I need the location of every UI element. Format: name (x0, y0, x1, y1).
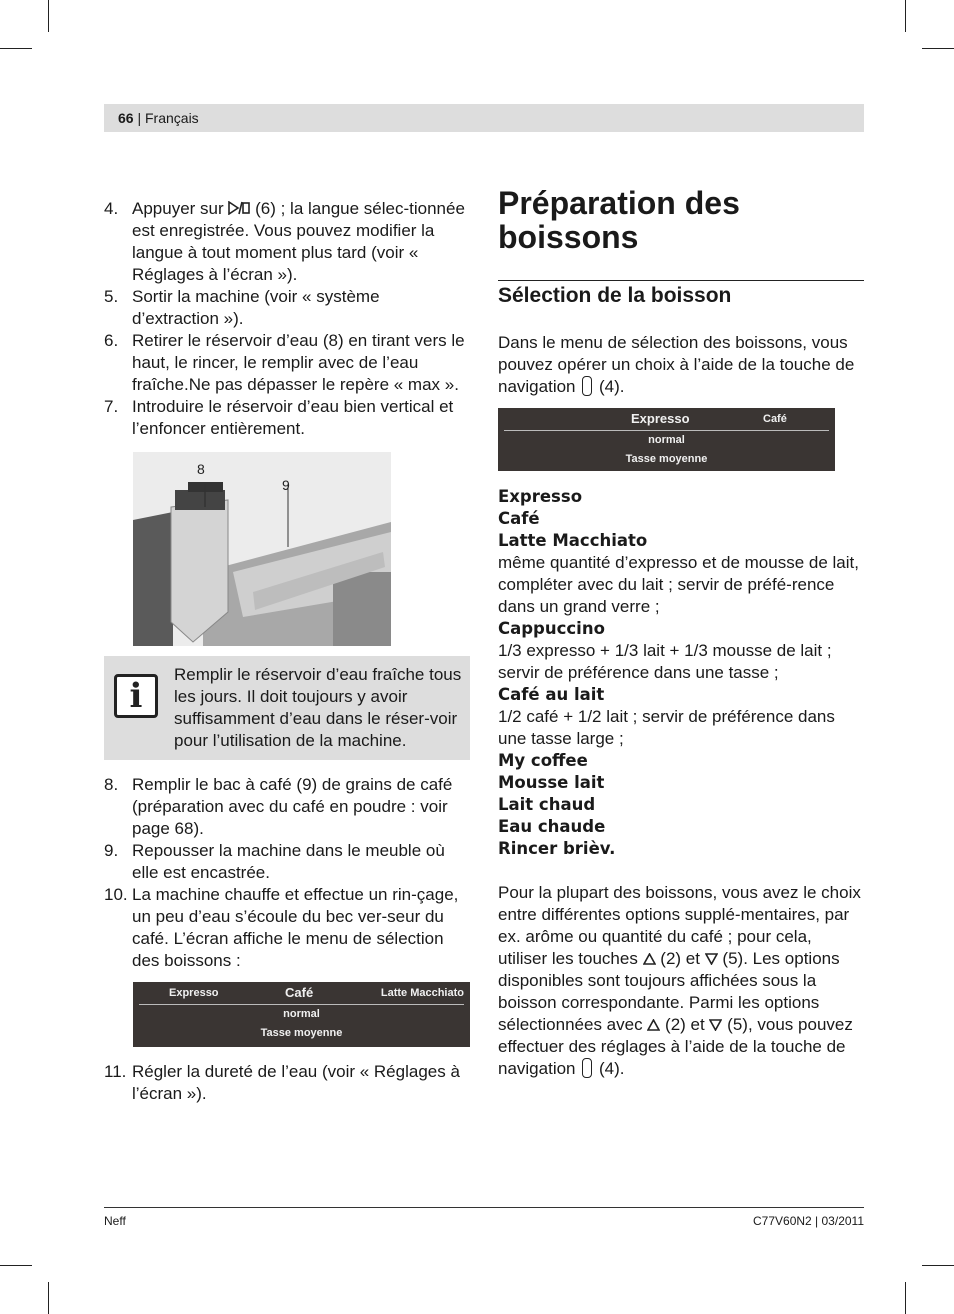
page-number: 66 (118, 110, 134, 126)
figure-label-9: 9 (282, 477, 290, 493)
step-item (104, 286, 470, 330)
screen-left-item: Expresso (169, 987, 219, 999)
info-icon: i (114, 674, 158, 718)
drink-cafe: Café (498, 509, 540, 528)
para-text: Pour la plupart des boissons, vous avez le choix entre différentes options supplé-mentaires, par ex. arôme ou quantité du café ; pour cela, utiliser les touches (498, 883, 861, 968)
intro-paragraph (498, 332, 864, 398)
step-text-post: (6) ; la langue sélec-tionnée est enregistrée. Vous pouvez modifier la langue à tout moment plus tard (voir « Réglages à l’écran »). (132, 199, 465, 284)
triangle-up-icon (643, 949, 656, 968)
crop-mark (922, 1265, 954, 1266)
triangle-up-icon (647, 1015, 660, 1034)
step-text-pre: Appuyer sur (132, 199, 229, 218)
drink-my-coffee: My coffee (498, 751, 588, 770)
options-paragraph (498, 882, 864, 1080)
drink-description: 1/2 café + 1/2 lait ; servir de préférence dans une tasse large ; (498, 707, 835, 748)
triangle-down-icon (709, 1015, 722, 1034)
display-screen (498, 408, 835, 471)
screen-top-row (139, 982, 464, 1005)
crop-mark (48, 1282, 49, 1314)
step-text: Sortir la machine (voir « système d’extraction »). (132, 287, 380, 328)
screen-option-line: normal (648, 434, 685, 446)
step-item (104, 840, 470, 884)
info-box (104, 656, 470, 760)
page-header (104, 104, 864, 132)
screen-option-line: normal (283, 1008, 320, 1020)
crop-mark (905, 0, 906, 32)
steps-list (104, 198, 470, 440)
step-number: 6. (104, 331, 119, 350)
intro-text-end: (4). (594, 377, 625, 396)
step-item (104, 396, 470, 440)
drink-cappuccino: Cappuccino (498, 619, 605, 638)
step-number: 9. (104, 841, 119, 860)
display-screen (133, 982, 470, 1047)
section-title: Préparation des boissons (498, 185, 740, 255)
step-item (104, 884, 470, 972)
step-number: 10. (104, 885, 128, 904)
right-column (498, 186, 864, 1080)
para-text: (5), vous pouvez effectuer des réglages à l’aide de la touche de navigation (498, 1015, 853, 1078)
crop-mark (0, 1265, 32, 1266)
step-number: 8. (104, 775, 119, 794)
footer-rule (104, 1207, 864, 1208)
header-language: Français (145, 110, 199, 126)
footer-brand: Neff (104, 1214, 126, 1228)
triangle-down-icon (705, 949, 718, 968)
section-subtitle: Sélection de la boisson (498, 284, 732, 307)
left-column (104, 198, 470, 1105)
step-text: Introduire le réservoir d’eau bien vertical et l’enfoncer entièrement. (132, 397, 454, 438)
drink-description: même quantité d’expresso et de mousse de lait, compléter avec du lait ; servir de préfé-rence dans un grand verre ; (498, 553, 859, 616)
drink-description: 1/3 expresso + 1/3 lait + 1/3 mousse de lait ; servir de préférence dans une tasse ; (498, 641, 832, 682)
para-text: (4). (594, 1059, 625, 1078)
steps-list (104, 774, 470, 972)
step-text: Régler la dureté de l’eau (voir « Réglages à l’écran »). (132, 1062, 460, 1103)
drink-rincer: Rincer brièv. (498, 839, 616, 858)
crop-mark (48, 0, 49, 32)
step-text: Remplir le bac à café (9) de grains de café (préparation avec du café en poudre : voir page 68). (132, 775, 453, 838)
drinks-list (498, 486, 864, 860)
para-text: (2) et (655, 949, 705, 968)
step-text: Retirer le réservoir d’eau (8) en tirant vers le haut, le rincer, le remplir avec de l’eau fraîche.Ne pas dépasser le repère « max ». (132, 331, 465, 394)
step-number: 11. (104, 1062, 127, 1081)
para-text: (5). Les options disponibles sont toujours affichées sous la boisson correspondante. Parmi les options sélectionnées avec (498, 949, 840, 1034)
screen-right-item: Café (763, 413, 787, 425)
header-separator: | (133, 110, 145, 126)
drink-lait-chaud: Lait chaud (498, 795, 596, 814)
para-text: (2) et (660, 1015, 710, 1034)
machine-illustration (133, 452, 391, 646)
step-item (104, 1061, 470, 1105)
step-number: 5. (104, 287, 119, 306)
drink-latte-macchiato: Latte Macchiato (498, 531, 648, 550)
crop-mark (905, 1282, 906, 1314)
screen-selected-item: Expresso (631, 411, 690, 426)
step-item (104, 198, 470, 286)
drink-expresso: Expresso (498, 487, 583, 506)
steps-list (104, 1061, 470, 1105)
drink-eau-chaude: Eau chaude (498, 817, 606, 836)
footer-model-date: C77V60N2 | 03/2011 (753, 1214, 864, 1228)
play-stop-icon (228, 199, 250, 218)
crop-mark (922, 48, 954, 49)
drink-cafe-au-lait: Café au lait (498, 685, 605, 704)
step-text: Repousser la machine dans le meuble où elle est encastrée. (132, 841, 445, 882)
screen-right-item: Latte Macchiato (380, 987, 464, 999)
intro-text: Dans le menu de sélection des boissons, vous pouvez opérer un choix à l’aide de la touche de navigation (498, 333, 855, 396)
screen-selected-item: Café (285, 985, 314, 1000)
step-number: 4. (104, 199, 119, 218)
step-number: 7. (104, 397, 119, 416)
screen-option-line: Tasse moyenne (260, 1027, 343, 1039)
screen-option-line: Tasse moyenne (625, 453, 708, 465)
navigation-key-icon (582, 376, 592, 396)
screen-top-row (504, 408, 829, 431)
navigation-key-icon (582, 1058, 592, 1078)
crop-mark (0, 48, 32, 49)
drink-mousse-lait: Mousse lait (498, 773, 605, 792)
figure-label-8: 8 (197, 461, 205, 477)
step-text: La machine chauffe et effectue un rin-çage, un peu d’eau s’écoule du bec ver-seur du café. L’écran affiche le menu de sélection des boissons : (132, 885, 459, 970)
info-text: Remplir le réservoir d’eau fraîche tous les jours. Il doit toujours y avoir suffisamment d’eau dans le réser-voir pour l’utilisation de la machine. (174, 665, 462, 750)
step-item (104, 330, 470, 396)
step-item (104, 774, 470, 840)
